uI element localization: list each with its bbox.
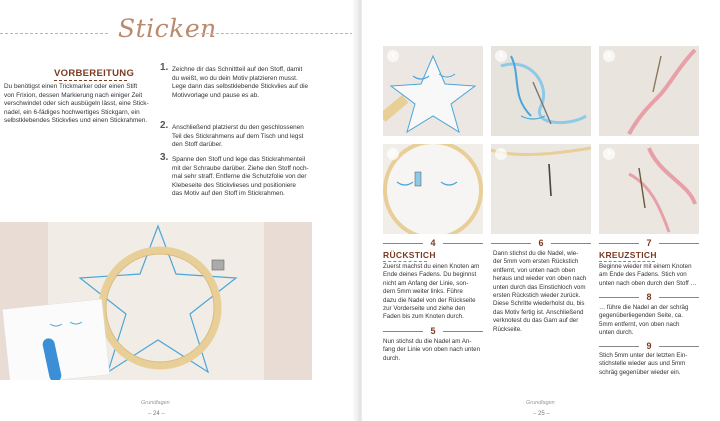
text-line: verknotest du das Garn auf der	[493, 317, 579, 325]
step-badge: 9	[603, 148, 615, 160]
step-9-text	[599, 352, 703, 377]
kreuzstich-heading: KREUZSTICH	[599, 250, 657, 260]
column-rule	[599, 346, 639, 347]
vorbereitung-underline	[54, 80, 127, 81]
right-page	[362, 0, 720, 421]
step-8-text	[599, 304, 703, 338]
text-line: zur Vorderseite und ziehe den	[383, 305, 466, 313]
photo-5-illustration	[383, 144, 483, 234]
text-line: Teil des Stickrahmens auf dem Tisch und legst	[172, 132, 304, 140]
text-line: nicht am Anfang der Linie, son-	[383, 279, 469, 287]
text-line: Klebeseite des Stickvlieses und positioniere	[172, 181, 296, 189]
text-line: Ende deines Fadens. Du beginnst	[383, 271, 477, 279]
text-line: nadel, ein 6-fädiges hochwertiges Stickgarn, ein	[4, 108, 140, 116]
step-number: 6	[538, 238, 544, 248]
photo-step-9	[599, 144, 699, 234]
photo-step-5	[383, 144, 483, 234]
text-line: Zuerst machst du einen Knoten am	[383, 263, 480, 270]
step-text	[172, 124, 316, 150]
column-rule	[383, 243, 423, 244]
page-number: – 25 –	[533, 411, 550, 417]
text-line: Du benötigst einen Trickmarker oder einen Stift	[4, 83, 138, 90]
step-badge: 8	[603, 50, 615, 62]
hoop-screw	[212, 260, 224, 270]
step-badge: 6	[495, 50, 507, 62]
text-line: durch.	[383, 354, 401, 362]
heading-underline	[599, 261, 655, 262]
text-line: von Frixion, dessen Markierung nach einiger Zeit	[4, 91, 143, 99]
text-line: dazu die Nadel von der Rückseite	[383, 296, 476, 304]
text-line: dern 5mm weiter links. Führe	[383, 288, 463, 296]
column-rule	[659, 297, 699, 298]
rueckstich-heading: RÜCKSTICH	[383, 250, 436, 260]
page-number-value: 25	[538, 411, 545, 417]
text-line: Motivvorlage und pause es ab.	[172, 91, 260, 99]
text-line: … führe die Nadel an der schräg	[599, 304, 689, 311]
photo-8-illustration	[599, 46, 699, 136]
text-line: stichstelle wieder aus und 5mm	[599, 360, 686, 368]
text-line: Spanne den Stoff und lege das Stickrahmenteil	[172, 156, 306, 163]
text-line: das Motiv fertig ist. Anschließend	[493, 308, 584, 316]
title-rule-left	[0, 33, 108, 34]
text-line: ersten Rückstich wieder zurück.	[493, 292, 581, 300]
photo-step-6	[491, 46, 591, 136]
page-number-value: 24	[153, 411, 160, 417]
hoop-illustration	[0, 222, 312, 380]
column-rule	[659, 243, 699, 244]
text-line: Diese Schritte wiederholst du, bis	[493, 300, 585, 308]
photo-4-illustration	[383, 46, 483, 136]
text-line: schräg gegenüber wieder ein.	[599, 368, 681, 376]
text-line: unten nach oben durch den Stoff …	[599, 279, 697, 287]
text-line: selbstklebendes Stickvlies und einen Stickrahmen.	[4, 117, 148, 125]
text-line: unten durch das Einstichloch vom	[493, 283, 586, 291]
column-rule	[599, 297, 639, 298]
text-line: heraus und wieder von oben nach	[493, 275, 587, 283]
step-number: 3.	[160, 152, 169, 163]
photo-7-illustration	[491, 144, 591, 234]
step-text	[172, 66, 316, 100]
photo-step-8	[599, 46, 699, 136]
title-rule-right	[196, 33, 358, 34]
text-line: den Stoff darüber.	[172, 141, 223, 149]
heading-underline	[383, 261, 427, 262]
text-line: der 5mm vom ersten Rückstich	[493, 258, 579, 266]
column-rule	[551, 243, 591, 244]
folio-label: Grundlagen	[526, 400, 555, 406]
text-line: Zeichne dir das Schnittteil auf den Stoff, damit	[172, 66, 303, 73]
text-line: Lege dann das selbstklebende Stickvlies auf die	[172, 83, 309, 91]
step-badge: 5	[387, 148, 399, 160]
step-text	[172, 156, 316, 199]
text-line: fang der Linie von oben nach unten	[383, 346, 481, 354]
text-line: gegenüberliegenden Seite, ca.	[599, 312, 683, 320]
photo-step-4	[383, 46, 483, 136]
step-number: 5	[430, 326, 436, 336]
photo-6-illustration	[491, 46, 591, 136]
text-line: mal sehr straff. Entferne die Schutzfolie von der	[172, 173, 307, 181]
folio-label: Grundlagen	[141, 400, 170, 406]
text-line: Dann stichst du die Nadel, wie-	[493, 250, 579, 257]
page-title: Sticken	[118, 14, 217, 43]
text-line: verschwindet oder sich ausbügeln lässt, eine Stick-	[4, 100, 149, 108]
step-number: 2.	[160, 120, 169, 131]
text-line: Stich 5mm unter der letzten Ein-	[599, 352, 688, 359]
left-page	[0, 0, 358, 421]
text-line: entfernt, von unten nach oben	[493, 266, 576, 274]
column-rule	[383, 331, 423, 332]
step-number: 9	[646, 341, 652, 351]
text-line: mit der Schraube darüber. Ziehe den Stoff noch-	[172, 164, 309, 172]
main-photo-embroidery-hoop	[0, 222, 312, 380]
column-rule	[443, 331, 483, 332]
step-badge: 7	[495, 148, 507, 160]
step-number: 1.	[160, 62, 169, 73]
page-number: – 24 –	[148, 411, 165, 417]
column-rule	[491, 243, 531, 244]
vorbereitung-text	[4, 83, 152, 126]
text-line: Nun stichst du die Nadel am An-	[383, 338, 472, 345]
column-rule	[443, 243, 483, 244]
rueckstich-text	[383, 263, 487, 322]
text-line: du weißt, wo du dein Motiv platzieren musst.	[172, 74, 298, 82]
text-line: das Motiv auf den Stoff im Stickrahmen.	[172, 190, 285, 198]
kreuzstich-text	[599, 263, 703, 288]
text-line: Anschließend platzierst du den geschlossenen	[172, 124, 304, 131]
vorbereitung-heading: VORBEREITUNG	[54, 68, 135, 79]
text-line: Faden bis zum Knoten durch.	[383, 313, 464, 321]
text-line: Beginne wieder mit einem Knoten	[599, 263, 692, 270]
column-rule	[599, 243, 639, 244]
photo-9-illustration	[599, 144, 699, 234]
text-line: 5mm entfernt, von oben nach	[599, 320, 680, 328]
step-badge: 4	[387, 50, 399, 62]
text-line: am Ende des Fadens. Stich von	[599, 271, 687, 279]
column-rule	[659, 346, 699, 347]
photo-step-7	[491, 144, 591, 234]
step-5-text	[383, 338, 487, 363]
step-number: 4	[430, 238, 436, 248]
step-number: 8	[646, 292, 652, 302]
step-6-text	[493, 250, 597, 334]
text-line: Rückseite.	[493, 325, 522, 333]
text-line: unten durch.	[599, 329, 634, 337]
step-number: 7	[646, 238, 652, 248]
